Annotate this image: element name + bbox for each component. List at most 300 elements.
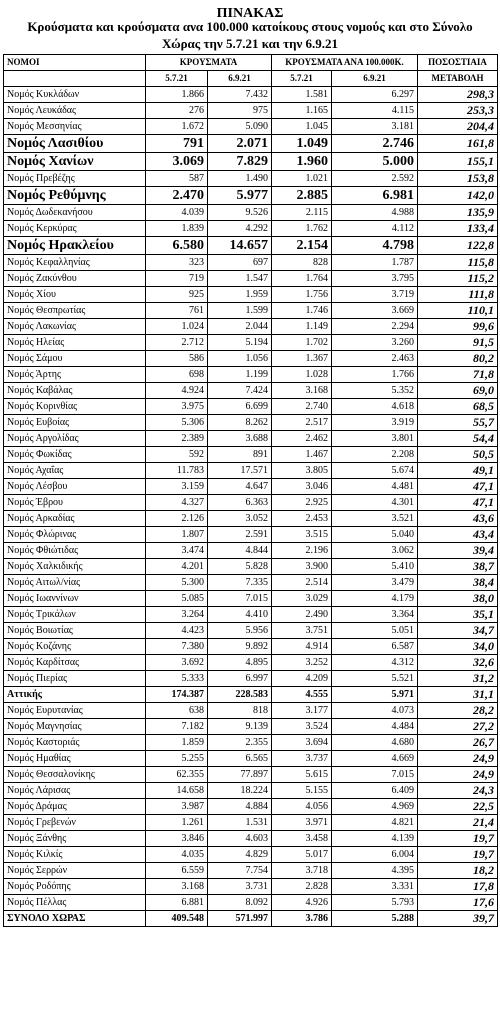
per100k-5-7-21: 3.694 [272,735,332,751]
pct-change: 34,7 [418,623,498,639]
region-name: Νομός Πέλλας [4,895,146,911]
per100k-6-9-21: 6.409 [332,783,418,799]
per100k-6-9-21: 4.073 [332,703,418,719]
per100k-5-7-21: 5.615 [272,767,332,783]
cases-5-7-21: 1.672 [146,119,208,135]
per100k-6-9-21: 5.040 [332,527,418,543]
header-pct-top: ΠΟΣΟΣΤΙΑΙΑ [418,55,498,71]
per100k-6-9-21: 5.410 [332,559,418,575]
per100k-6-9-21: 4.301 [332,495,418,511]
per100k-6-9-21: 3.669 [332,303,418,319]
per100k-5-7-21: 3.515 [272,527,332,543]
region-name: Νομός Αχαΐας [4,463,146,479]
cases-6-9-21: 7.424 [208,383,272,399]
table-header-row-1 [4,55,498,71]
cases-5-7-21: 3.987 [146,799,208,815]
per100k-5-7-21: 2.490 [272,607,332,623]
cases-5-7-21: 323 [146,255,208,271]
per100k-5-7-21: 2.154 [272,237,332,255]
table-row [4,639,498,655]
cases-5-7-21: 698 [146,367,208,383]
cases-5-7-21: 5.085 [146,591,208,607]
region-name: Νομός Λασιθίου [4,135,146,153]
table-row [4,863,498,879]
cases-6-9-21: 7.754 [208,863,272,879]
pct-change: 27,2 [418,719,498,735]
table-row [4,607,498,623]
cases-6-9-21: 7.432 [208,87,272,103]
header-cases: ΚΡΟΥΣΜΑΤΑ [146,55,272,71]
region-name: Νομός Ευβοίας [4,415,146,431]
per100k-6-9-21: 3.919 [332,415,418,431]
header-regions: ΝΟΜΟΙ [4,55,146,71]
cases-6-9-21: 5.977 [208,187,272,205]
region-name: Νομός Ηλείας [4,335,146,351]
per100k-6-9-21: 5.352 [332,383,418,399]
per100k-5-7-21: 3.524 [272,719,332,735]
cases-6-9-21: 8.262 [208,415,272,431]
region-name: Νομός Ηρακλείου [4,237,146,255]
per100k-5-7-21: 1.165 [272,103,332,119]
cases-5-7-21: 587 [146,171,208,187]
per100k-6-9-21: 2.746 [332,135,418,153]
region-name: Νομός Λευκάδας [4,103,146,119]
per100k-5-7-21: 3.252 [272,655,332,671]
cases-5-7-21: 586 [146,351,208,367]
per100k-6-9-21: 6.004 [332,847,418,863]
region-name: Νομός Κερκύρας [4,221,146,237]
per100k-6-9-21: 5.971 [332,687,418,703]
pct-change: 55,7 [418,415,498,431]
cases-5-7-21: 1.261 [146,815,208,831]
per100k-6-9-21: 2.208 [332,447,418,463]
per100k-6-9-21: 4.821 [332,815,418,831]
per100k-6-9-21: 5.674 [332,463,418,479]
per100k-6-9-21: 1.787 [332,255,418,271]
cases-5-7-21: 4.035 [146,847,208,863]
cases-6-9-21: 1.490 [208,171,272,187]
per100k-5-7-21: 2.517 [272,415,332,431]
region-name: Νομός Πιερίας [4,671,146,687]
per100k-6-9-21: 4.484 [332,719,418,735]
region-name: Νομός Αιτωλ/νίας [4,575,146,591]
cases-5-7-21: 4.201 [146,559,208,575]
table-row [4,383,498,399]
pct-change: 54,4 [418,431,498,447]
per100k-5-7-21: 2.115 [272,205,332,221]
cases-5-7-21: 3.846 [146,831,208,847]
header-date-4: 6.9.21 [332,71,418,87]
table-row [4,511,498,527]
cases-5-7-21: 1.859 [146,735,208,751]
pct-change: 122,8 [418,237,498,255]
region-name: Νομός Κιλκίς [4,847,146,863]
pct-change: 39,7 [418,911,498,927]
per100k-6-9-21: 4.988 [332,205,418,221]
cases-5-7-21: 592 [146,447,208,463]
cases-5-7-21: 4.039 [146,205,208,221]
per100k-5-7-21: 1.764 [272,271,332,287]
table-row [4,575,498,591]
cases-5-7-21: 62.355 [146,767,208,783]
region-name: Νομός Δράμας [4,799,146,815]
cases-6-9-21: 4.647 [208,479,272,495]
cases-6-9-21: 18.224 [208,783,272,799]
per100k-6-9-21: 4.969 [332,799,418,815]
cases-6-9-21: 1.959 [208,287,272,303]
per100k-6-9-21: 4.312 [332,655,418,671]
region-name: Νομός Καρδίτσας [4,655,146,671]
pct-change: 38,7 [418,559,498,575]
region-name: Νομός Ζακύνθου [4,271,146,287]
pct-change: 18,2 [418,863,498,879]
cases-6-9-21: 1.056 [208,351,272,367]
table-row [4,687,498,703]
region-name: Νομός Λέσβου [4,479,146,495]
pct-change: 38,0 [418,591,498,607]
cases-6-9-21: 6.699 [208,399,272,415]
per100k-5-7-21: 1.762 [272,221,332,237]
table-row [4,895,498,911]
cases-5-7-21: 1.866 [146,87,208,103]
per100k-6-9-21: 2.592 [332,171,418,187]
per100k-6-9-21: 4.481 [332,479,418,495]
table-row [4,319,498,335]
per100k-6-9-21: 2.463 [332,351,418,367]
pct-change: 32,6 [418,655,498,671]
region-name: Νομός Καστοριάς [4,735,146,751]
cases-5-7-21: 5.333 [146,671,208,687]
per100k-5-7-21: 828 [272,255,332,271]
pct-change: 253,3 [418,103,498,119]
per100k-5-7-21: 2.514 [272,575,332,591]
header-date-2: 6.9.21 [208,71,272,87]
table-row [4,237,498,255]
cases-6-9-21: 4.895 [208,655,272,671]
pct-change: 68,5 [418,399,498,415]
cases-6-9-21: 9.892 [208,639,272,655]
per100k-5-7-21: 2.925 [272,495,332,511]
pct-change: 115,2 [418,271,498,287]
per100k-5-7-21: 3.900 [272,559,332,575]
table-row [4,735,498,751]
cases-6-9-21: 818 [208,703,272,719]
region-name: Νομός Βοιωτίας [4,623,146,639]
pct-change: 24,9 [418,767,498,783]
per100k-6-9-21: 4.669 [332,751,418,767]
per100k-6-9-21: 4.395 [332,863,418,879]
table-row [4,815,498,831]
region-name: Νομός Πρεβέζης [4,171,146,187]
per100k-6-9-21: 1.766 [332,367,418,383]
region-name: Νομός Καβάλας [4,383,146,399]
pct-change: 47,1 [418,479,498,495]
table-row [4,911,498,927]
cases-5-7-21: 791 [146,135,208,153]
cases-5-7-21: 3.168 [146,879,208,895]
pct-change: 135,9 [418,205,498,221]
cases-5-7-21: 4.924 [146,383,208,399]
cases-5-7-21: 14.658 [146,783,208,799]
cases-5-7-21: 3.474 [146,543,208,559]
pct-change: 49,1 [418,463,498,479]
table-row [4,751,498,767]
pct-change: 22,5 [418,799,498,815]
per100k-5-7-21: 1.045 [272,119,332,135]
region-name: Νομός Χανίων [4,153,146,171]
region-name: Νομός Χίου [4,287,146,303]
pct-change: 19,7 [418,831,498,847]
cases-5-7-21: 638 [146,703,208,719]
cases-6-9-21: 17.571 [208,463,272,479]
region-name: ΣΥΝΟΛΟ ΧΩΡΑΣ [4,911,146,927]
cases-6-9-21: 4.603 [208,831,272,847]
per100k-6-9-21: 4.618 [332,399,418,415]
cases-5-7-21: 6.881 [146,895,208,911]
pct-change: 35,1 [418,607,498,623]
per100k-6-9-21: 3.364 [332,607,418,623]
per100k-5-7-21: 3.046 [272,479,332,495]
per100k-6-9-21: 3.801 [332,431,418,447]
cases-5-7-21: 4.423 [146,623,208,639]
subtitle-line2: Χώρας την 5.7.21 και την 6.9.21 [161,36,339,51]
pct-change: 31,1 [418,687,498,703]
cases-6-9-21: 3.731 [208,879,272,895]
table-row [4,171,498,187]
header-empty [4,71,146,87]
cases-6-9-21: 3.688 [208,431,272,447]
pct-change: 111,8 [418,287,498,303]
region-name: Νομός Θεσσαλονίκης [4,767,146,783]
cases-5-7-21: 719 [146,271,208,287]
cases-5-7-21: 761 [146,303,208,319]
per100k-5-7-21: 4.555 [272,687,332,703]
region-name: Νομός Δωδεκανήσου [4,205,146,221]
table-row [4,655,498,671]
per100k-5-7-21: 3.029 [272,591,332,607]
cases-5-7-21: 3.975 [146,399,208,415]
cases-5-7-21: 2.389 [146,431,208,447]
pct-change: 99,6 [418,319,498,335]
per100k-6-9-21: 4.115 [332,103,418,119]
per100k-5-7-21: 4.914 [272,639,332,655]
cases-6-9-21: 3.052 [208,511,272,527]
cases-5-7-21: 1.024 [146,319,208,335]
region-name: Νομός Έβρου [4,495,146,511]
region-name: Νομός Σερρών [4,863,146,879]
cases-6-9-21: 4.292 [208,221,272,237]
header-pct-bottom: ΜΕΤΑΒΟΛΗ [418,71,498,87]
region-name: Νομός Ρεθύμνης [4,187,146,205]
region-name: Νομός Αρκαδίας [4,511,146,527]
per100k-5-7-21: 3.168 [272,383,332,399]
pct-change: 43,6 [418,511,498,527]
cases-6-9-21: 2.071 [208,135,272,153]
cases-6-9-21: 2.355 [208,735,272,751]
table-row [4,415,498,431]
pct-change: 80,2 [418,351,498,367]
table-row [4,255,498,271]
per100k-6-9-21: 5.051 [332,623,418,639]
cases-6-9-21: 1.547 [208,271,272,287]
per100k-5-7-21: 3.805 [272,463,332,479]
table-row [4,783,498,799]
per100k-6-9-21: 7.015 [332,767,418,783]
table-row [4,335,498,351]
region-name: Νομός Τρικάλων [4,607,146,623]
pct-change: 142,0 [418,187,498,205]
per100k-6-9-21: 3.521 [332,511,418,527]
per100k-6-9-21: 5.288 [332,911,418,927]
table-row [4,623,498,639]
per100k-6-9-21: 3.719 [332,287,418,303]
table-row [4,287,498,303]
pct-change: 43,4 [418,527,498,543]
region-name: Νομός Μεσσηνίας [4,119,146,135]
per100k-6-9-21: 2.294 [332,319,418,335]
cases-6-9-21: 4.829 [208,847,272,863]
per100k-5-7-21: 2.740 [272,399,332,415]
cases-6-9-21: 1.599 [208,303,272,319]
table-row [4,831,498,847]
per100k-5-7-21: 1.960 [272,153,332,171]
cases-5-7-21: 5.300 [146,575,208,591]
cases-5-7-21: 2.126 [146,511,208,527]
cases-6-9-21: 7.829 [208,153,272,171]
region-name: Νομός Ημαθίας [4,751,146,767]
per100k-6-9-21: 3.331 [332,879,418,895]
cases-6-9-21: 1.531 [208,815,272,831]
cases-5-7-21: 3.692 [146,655,208,671]
pct-change: 69,0 [418,383,498,399]
pct-change: 204,4 [418,119,498,135]
page-title: ΠΙΝΑΚΑΣ [216,6,284,21]
cases-5-7-21: 7.380 [146,639,208,655]
per100k-5-7-21: 1.581 [272,87,332,103]
per100k-5-7-21: 1.028 [272,367,332,383]
cases-6-9-21: 9.139 [208,719,272,735]
per100k-5-7-21: 2.453 [272,511,332,527]
per100k-6-9-21: 6.981 [332,187,418,205]
table-row [4,799,498,815]
per100k-5-7-21: 4.926 [272,895,332,911]
per100k-5-7-21: 1.702 [272,335,332,351]
pct-change: 115,8 [418,255,498,271]
table-row [4,221,498,237]
region-name: Νομός Χαλκιδικής [4,559,146,575]
cases-6-9-21: 697 [208,255,272,271]
header-date-1: 5.7.21 [146,71,208,87]
region-name: Νομός Ροδόπης [4,879,146,895]
per100k-5-7-21: 1.049 [272,135,332,153]
region-name: Νομός Γρεβενών [4,815,146,831]
cases-6-9-21: 7.335 [208,575,272,591]
cases-6-9-21: 891 [208,447,272,463]
per100k-5-7-21: 4.056 [272,799,332,815]
pct-change: 21,4 [418,815,498,831]
region-name: Νομός Κορινθίας [4,399,146,415]
table-row [4,847,498,863]
region-name: Νομός Φλώρινας [4,527,146,543]
table-row [4,559,498,575]
header-date-3: 5.7.21 [272,71,332,87]
per100k-5-7-21: 2.828 [272,879,332,895]
per100k-5-7-21: 2.885 [272,187,332,205]
region-name: Νομός Σάμου [4,351,146,367]
cases-6-9-21: 2.044 [208,319,272,335]
pct-change: 155,1 [418,153,498,171]
pct-change: 34,0 [418,639,498,655]
region-name: Νομός Φωκίδας [4,447,146,463]
table-row [4,543,498,559]
cases-5-7-21: 2.470 [146,187,208,205]
pct-change: 133,4 [418,221,498,237]
per100k-6-9-21: 3.479 [332,575,418,591]
cases-6-9-21: 5.956 [208,623,272,639]
per100k-5-7-21: 3.718 [272,863,332,879]
cases-5-7-21: 4.327 [146,495,208,511]
table-header-row-2 [4,71,498,87]
region-name: Νομός Κεφαλληνίας [4,255,146,271]
table-row [4,271,498,287]
cases-5-7-21: 3.069 [146,153,208,171]
table-row [4,463,498,479]
table-row [4,119,498,135]
region-name: Νομός Ξάνθης [4,831,146,847]
pct-change: 71,8 [418,367,498,383]
per100k-6-9-21: 3.260 [332,335,418,351]
region-name: Νομός Ευρυτανίας [4,703,146,719]
pct-change: 19,7 [418,847,498,863]
pct-change: 47,1 [418,495,498,511]
table-row [4,447,498,463]
header-cases-per-100k: ΚΡΟΥΣΜΑΤΑ ΑΝΑ 100.000Κ. [272,55,418,71]
region-name: Νομός Κυκλάδων [4,87,146,103]
region-name: Νομός Θεσπρωτίας [4,303,146,319]
cases-6-9-21: 77.897 [208,767,272,783]
cases-5-7-21: 5.306 [146,415,208,431]
table-row [4,479,498,495]
region-name: Νομός Κοζάνης [4,639,146,655]
pct-change: 153,8 [418,171,498,187]
cases-6-9-21: 14.657 [208,237,272,255]
table-row [4,367,498,383]
cases-6-9-21: 9.526 [208,205,272,221]
per100k-6-9-21: 6.297 [332,87,418,103]
per100k-6-9-21: 6.587 [332,639,418,655]
table-row [4,399,498,415]
region-name: Νομός Λακωνίας [4,319,146,335]
cases-6-9-21: 4.410 [208,607,272,623]
per100k-6-9-21: 5.000 [332,153,418,171]
table-row [4,431,498,447]
cases-5-7-21: 3.264 [146,607,208,623]
table-row [4,591,498,607]
region-name: Νομός Ιωαννίνων [4,591,146,607]
cases-5-7-21: 174.387 [146,687,208,703]
cases-6-9-21: 8.092 [208,895,272,911]
cases-5-7-21: 1.807 [146,527,208,543]
per100k-6-9-21: 4.112 [332,221,418,237]
region-name: Νομός Αργολίδας [4,431,146,447]
table-row [4,153,498,171]
pct-change: 110,1 [418,303,498,319]
per100k-5-7-21: 4.209 [272,671,332,687]
per100k-5-7-21: 1.367 [272,351,332,367]
cases-6-9-21: 5.194 [208,335,272,351]
cases-6-9-21: 1.199 [208,367,272,383]
pct-change: 24,3 [418,783,498,799]
